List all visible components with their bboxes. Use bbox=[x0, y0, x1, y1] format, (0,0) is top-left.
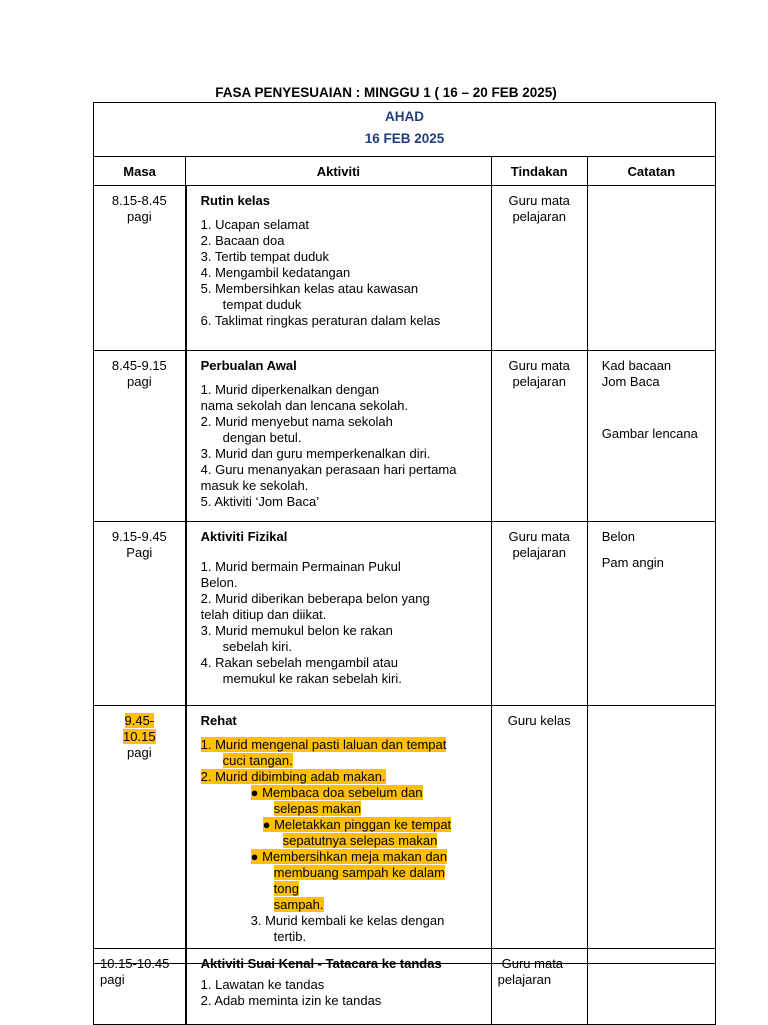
catatan-cell bbox=[587, 186, 715, 351]
list-item: tong bbox=[273, 881, 299, 896]
list-item: 1. Murid mengenal pasti laluan dan tempat bbox=[200, 737, 447, 752]
list-item: 2. Bacaan doa bbox=[200, 233, 285, 248]
table-row bbox=[94, 522, 716, 706]
tindakan-cell: Guru mata pelajaran bbox=[491, 186, 587, 351]
schedule-table bbox=[93, 102, 716, 964]
tindakan-cell: Guru mata pelajaran bbox=[491, 522, 587, 706]
list-item: telah ditiup dan diikat. bbox=[200, 607, 327, 622]
catatan-item: Gambar lencana bbox=[601, 426, 698, 441]
catatan-item: Belon bbox=[601, 529, 636, 544]
list-item: 3. Tertib tempat duduk bbox=[200, 249, 330, 264]
table-row bbox=[94, 186, 716, 351]
masa-cell: 10.15-10.45 pagi bbox=[94, 949, 186, 1025]
list-item: ● Membersihkan meja makan dan bbox=[250, 849, 448, 864]
table-row bbox=[94, 706, 716, 964]
list-item: ● Meletakkan pinggan ke tempat bbox=[262, 817, 452, 832]
list-item: 1. Murid bermain Permainan Pukul bbox=[200, 559, 401, 574]
catatan-cell bbox=[587, 351, 715, 522]
masa-cell: 8.45-9.15 pagi bbox=[94, 351, 186, 522]
tindakan-cell: Guru mata pelajaran bbox=[491, 351, 587, 522]
header-masa: Masa bbox=[94, 157, 186, 186]
list-item: 2. Murid menyebut nama sekolah bbox=[200, 414, 393, 429]
list-item: dengan betul. bbox=[222, 430, 302, 445]
list-item: selepas makan bbox=[273, 801, 362, 816]
list-item: sampah. bbox=[273, 897, 324, 912]
tindakan-cell: Guru kelas bbox=[491, 706, 587, 964]
table-row bbox=[94, 949, 716, 1025]
header-tindakan: Tindakan bbox=[491, 157, 587, 186]
tindakan-cell: Guru mata pelajaran bbox=[491, 949, 587, 1025]
activity-title: Rutin kelas bbox=[200, 193, 270, 208]
masa-cell: 9.15-9.45 Pagi bbox=[94, 522, 186, 706]
list-item: 3. Murid dan guru memperkenalkan diri. bbox=[200, 446, 431, 461]
list-item: 3. Murid memukul belon ke rakan bbox=[200, 623, 393, 638]
list-item: nama sekolah dan lencana sekolah. bbox=[200, 398, 409, 413]
list-item: 4. Mengambil kedatangan bbox=[200, 265, 351, 280]
list-item: sebelah kiri. bbox=[222, 639, 293, 654]
day-name: AHAD bbox=[385, 109, 424, 124]
list-item: 4. Rakan sebelah mengambil atau bbox=[200, 655, 398, 670]
list-item: membuang sampah ke dalam bbox=[273, 865, 445, 880]
list-item: ● Membaca doa sebelum dan bbox=[250, 785, 423, 800]
list-item: 2. Murid diberikan beberapa belon yang bbox=[200, 591, 430, 606]
list-item: 1. Ucapan selamat bbox=[200, 217, 310, 232]
day-header bbox=[94, 103, 716, 157]
header-aktiviti: Aktiviti bbox=[186, 157, 491, 186]
list-item: 5. Aktiviti ‘Jom Baca’ bbox=[200, 494, 320, 509]
list-item: tempat duduk bbox=[222, 297, 302, 312]
activity-title: Rehat bbox=[200, 713, 237, 728]
aktiviti-cell bbox=[186, 706, 491, 964]
table-row bbox=[94, 351, 716, 522]
catatan-cell bbox=[587, 522, 715, 706]
activity-title: Aktiviti Fizikal bbox=[200, 529, 288, 544]
list-item: 5. Membersihkan kelas atau kawasan bbox=[200, 281, 419, 296]
catatan-item: Kad bacaan bbox=[601, 358, 672, 373]
masa-cell: 9.45- 10.15 pagi bbox=[94, 706, 186, 964]
aktiviti-cell bbox=[186, 351, 491, 522]
list-item: 2. Murid dibimbing adab makan. bbox=[200, 769, 386, 784]
aktiviti-cell bbox=[186, 522, 491, 706]
day-date: 16 FEB 2025 bbox=[364, 131, 445, 146]
aktiviti-cell bbox=[186, 949, 491, 1025]
activity-title: Perbualan Awal bbox=[200, 358, 297, 373]
list-item: Belon. bbox=[200, 575, 238, 590]
list-item: 3. Murid kembali ke kelas dengan bbox=[250, 913, 445, 928]
catatan-cell bbox=[587, 706, 715, 964]
aktiviti-cell bbox=[186, 186, 491, 351]
catatan-item: Jom Baca bbox=[601, 374, 660, 389]
list-item: 1. Lawatan ke tandas bbox=[200, 977, 325, 992]
masa-cell: 8.15-8.45 pagi bbox=[94, 186, 186, 351]
list-item: 6. Taklimat ringkas peraturan dalam kelas bbox=[200, 313, 441, 328]
list-item: memukul ke rakan sebelah kiri. bbox=[222, 671, 402, 686]
catatan-cell bbox=[587, 949, 715, 1025]
list-item: cuci tangan. bbox=[222, 753, 293, 768]
list-item: sepatutnya selepas makan bbox=[282, 833, 438, 848]
page-title: FASA PENYESUAIAN : MINGGU 1 ( 16 – 20 FEB 2025) bbox=[215, 85, 557, 100]
activity-title: Aktiviti Suai Kenal - Tatacara ke tandas bbox=[200, 956, 442, 971]
list-item: masuk ke sekolah. bbox=[200, 478, 309, 493]
list-item: 4. Guru menanyakan perasaan hari pertama bbox=[200, 462, 457, 477]
list-item: 2. Adab meminta izin ke tandas bbox=[200, 993, 382, 1008]
header-catatan: Catatan bbox=[587, 157, 715, 186]
schedule-table-2 bbox=[93, 948, 716, 1025]
list-item: 1. Murid diperkenalkan dengan bbox=[200, 382, 380, 397]
catatan-item: Pam angin bbox=[601, 555, 664, 570]
list-item: tertib. bbox=[273, 929, 307, 944]
